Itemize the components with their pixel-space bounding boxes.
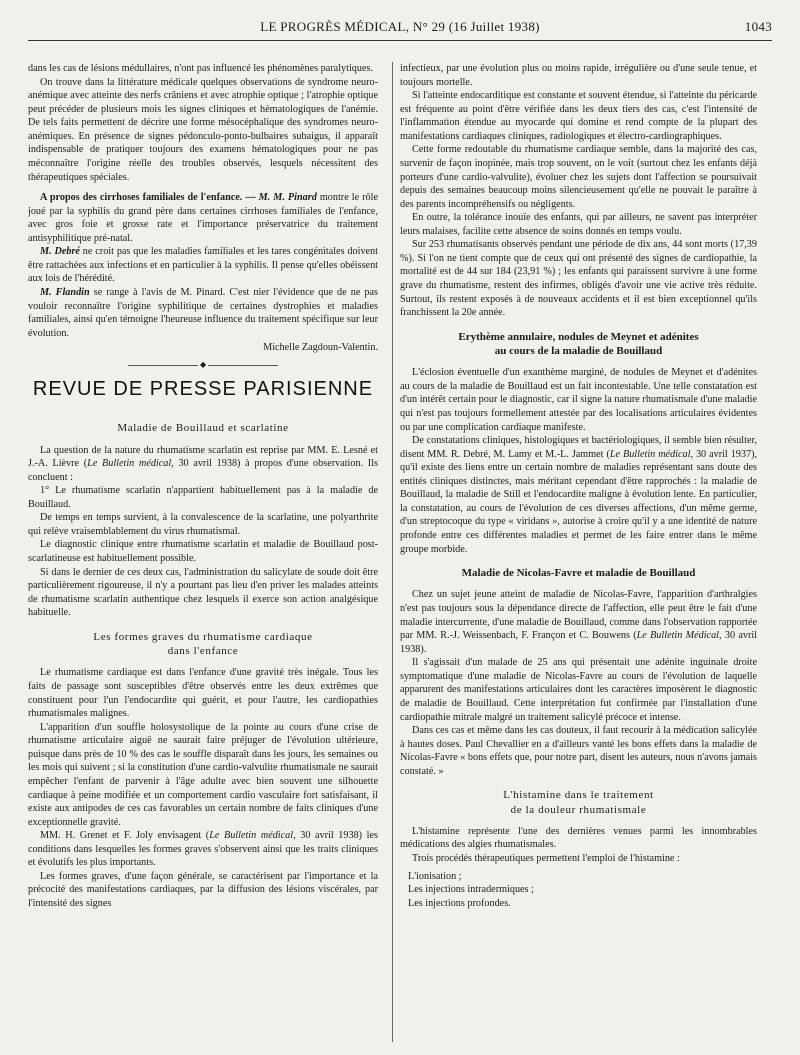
paragraph: Trois procédés thérapeutiques permettent l'emploi de l'histamine :	[412, 853, 680, 865]
paragraph: L'apparition d'un souffle holosystolique de la pointe au cours d'une crise de rhumatisme articulaire aiguë ne saurait faire préjuger de l'évolution ultérieure, puisque dans près de 10 % des cas le souffle disparaît dans les jours, les semaines ou les mois qui suivent ; si la constitution d'une cardio-valvulite rhumatismale ne saurait empêcher l'enfant de parvenir à l'âge adulte avec bien souvent une silhouette cardiaque à peine modifiée et un comportement cardio vasculaire fort satisfaisant, il existe aux antipodes de ces cas favorables un certain nombre de faits cliniques d'une exceptionnelle gravité.	[28, 721, 378, 828]
paragraph: Si l'atteinte endocarditique est constante et souvent étendue, si l'atteinte du péricarde est fréquente au point d'être vérifiée dans les deux tiers des cas, c'est l'intensité de l'inflammation étendue au myocarde qui domine et rend compte de la plupart des manifestations cardiaques cliniques, radiologiques et électro-cardiographiques.	[400, 90, 757, 142]
title-line: de la douleur rhumatismale	[510, 803, 647, 816]
ornament-separator	[128, 365, 278, 366]
paragraph	[28, 829, 378, 870]
journal-reference: Le Bulletin médical	[87, 458, 172, 470]
text: Chez un sujet jeune atteint de maladie de Nicolas-Favre, l'apparition d'arthralgies n'est pas toujours sous la dépendance directe de l'affection, elle peut être le fait d'une maladie intercurrente, d'une maladie de Bouillaud, comme dans l'observation rapportée par MM. R.-J. Weissenbach, F. Françon et C. Bouwens (	[400, 589, 757, 642]
article-title	[400, 330, 757, 359]
paragraph: Le diagnostic clinique entre rhumatisme scarlatin et maladie de Bouillaud post-scarlatineuse est habituellement possible.	[28, 539, 378, 565]
page-number: 1043	[744, 19, 772, 34]
journal-title: LE PROGRÈS MÉDICAL, N° 29 (16 Juillet 1938)	[260, 19, 540, 34]
list-item: Les injections intradermiques ;	[408, 884, 534, 896]
text: , 30 avril 1938) les conditions dans lesquelles les formes graves s'observent ainsi que les traits cliniques et évolutifs les plus importants.	[28, 830, 378, 869]
title-line: Erythème annulaire, nodules de Meynet et adénites	[458, 330, 699, 343]
article-title	[400, 788, 757, 817]
text: , 30 avril 1938).	[400, 630, 757, 655]
paragraph: Cette forme redoutable du rhumatisme cardiaque semble, dans la majorité des cas, survenir de façon inopinée, mais trop souvent, on le voit (surtout chez les enfants déjà porteurs d'une cardio-valvulite), évoluer chez les sujets dont l'affection se poursuivait depuis des semaines beaucoup moins silencieusement qu'elle ne pouvait le paraître à des parents incompréhensifs ou négligents.	[400, 144, 757, 210]
paragraph: L'histamine représente l'une des dernières venues parmi les innombrables médications des algies rhumatismales.	[400, 825, 757, 851]
paragraph: Les formes graves, d'une façon générale, se caractérisent par l'importance et la précocité des manifestations cardiaques, par la diffusion des lésions viscérales, par l'intensité des signes	[28, 870, 378, 910]
paragraph: Si dans le dernier de ces deux cas, l'administration du salicylate de soude doit être particulièrement rigoureuse, il n'y a pourtant pas lieu d'en priver les malades atteints de rhumatisme scarlatin authentique chez lesquels il exerce son action analgésique habituelle.	[28, 566, 378, 619]
text: MM. H. Grenet et F. Joly envisagent (	[40, 830, 210, 842]
paragraph	[28, 444, 378, 485]
journal-reference: Le Bulletin Médical	[636, 630, 720, 642]
title-line: Les formes graves du rhumatisme cardiaque	[93, 630, 313, 643]
paragraph: En outre, la tolérance inouïe des enfants, qui par ailleurs, ne savent pas interpréter leurs malaises, facilite cette absence de soins donnés en temps voulu.	[400, 212, 757, 237]
cirrhoses-paragraph-1	[28, 191, 378, 245]
journal-reference: Le Bulletin médical	[209, 830, 294, 842]
text: De constatations cliniques, histologiques et bactériologiques, il semble bien résulter, disent MM. R. Debré, M. Lamy et M.-L. Jammet (	[400, 435, 757, 460]
text: , 30 avril 1938) à propos d'une observation. Ils concluent :	[28, 458, 378, 483]
paragraph: De temps en temps survient, à la convalescence de la scarlatine, une polyarthrite qui relève vraisemblablement du virus rhumatismal.	[28, 512, 378, 537]
cirrhoses-paragraph-2	[28, 245, 378, 286]
procedure-list	[400, 870, 757, 911]
cirrhoses-heading: A propos des cirrhoses familiales de l'enfance. —	[40, 192, 256, 204]
article-title: Maladie de Bouillaud et scarlatine	[117, 422, 289, 435]
title-line: L'histamine dans le traitement	[503, 789, 654, 802]
text: ne croit pas que les maladies familiales et les tares congénitales doivent être rattachées aux infections et en particulier à la syphilis. Il pense qu'elles obéissent aux lois de l'hérédité.	[28, 246, 378, 285]
author-name: M. Debré	[40, 246, 80, 258]
paragraph: dans les cas de lésions médullaires, n'ont pas influencé les phénomènes paralytiques.	[28, 63, 374, 74]
text: La question de la nature du rhumatisme scarlatin est reprise par MM. E. Lesné et J.-A. Lièvre (	[28, 444, 378, 470]
paragraph: L'éclosion éventuelle d'un exanthème marginé, de nodules de Meynet et d'adénites au cours de la maladie de Bouillaud est un fait incontestable. Une telle constatation est d'un intérêt certain pour le diagnostic, car il signe la nature rhumatismale d'une maladie qui n'est pas toujours formellement attestée par des localisations articulaires évidentes ou par une complication cardiaque manifeste.	[400, 367, 757, 433]
paragraph	[400, 588, 757, 656]
left-column	[28, 62, 378, 1047]
title-line: au cours de la maladie de Bouillaud	[494, 344, 663, 357]
journal-reference: Le Bulletin médical	[609, 448, 691, 460]
paragraph	[400, 434, 757, 556]
author-name: M. M. Pinard	[258, 192, 317, 204]
paragraph: Dans ces cas et même dans les cas douteux, il faut recourir à la médication salicylée à hautes doses. Paul Chevallier en a d'ailleurs vanté les bons effets dans la maladie de Nicolas-Favre « bons effets que, pour notre part, disent les auteurs, nous n'avons jamais constaté. »	[400, 725, 757, 777]
text: montre le rôle joué par la syphilis du grand père dans certaines cirrhoses familiales de l'enfance, avec gros foie et grosse rate et l'importance préservatrice du traitement antisyphilitique pré-natal.	[28, 192, 378, 244]
list-item: Les injections profondes.	[408, 898, 511, 910]
right-column	[400, 62, 757, 1047]
text: , 30 avril 1937), qu'il existe des liens entre un certain nombre de maladies représentant sans doute des entités cliniques distinctes, mais méritant cependant d'être rapprochés : la maladie de Bouillaud, la maladie de Still et l'endocardite maligne à évolution lente. En particulier, la constatation, au cours de l'évolution de ces diverses affections, d'un même germe, d'un streptocoque du type « viridans », autorise à croire qu'il y a une identité de nature profonde entre ces différentes maladies et permet de les faire entrer dans le même groupe morbide.	[400, 448, 757, 555]
header-rule	[28, 40, 772, 41]
paragraph: Le rhumatisme cardiaque est dans l'enfance d'une gravité très inégale. Tous les faits de passage sont susceptibles d'être observés entre les deux extrêmes que constituent pour l'un l'endocardite qui guérit, et pour l'autre, les cardiopathies rhumatismales malignes.	[28, 667, 378, 720]
paragraph: infectieux, par une évolution plus ou moins rapide, irrégulière ou d'une seule tenue, et toujours mortelle.	[400, 63, 757, 88]
cirrhoses-paragraph-3	[28, 286, 378, 340]
section-title: REVUE DE PRESSE PARISIENNE	[32, 378, 374, 401]
paragraph: Sur 253 rhumatisants observés pendant une période de dix ans, 44 sont morts (17,39 %). Si l'on ne tient compte que de ceux qui ont présenté des signes de cardiopathie, la mortalité est de 44 sur 184 (23,91 %) ; les enfants qui paraissent survivre à une forme grave du rhumatisme, restent des infirmes, obligés d'avoir une vie active très réduite. Surtout, ils restent exposés à de nouveaux accidents et il est bien exceptionnel qu'ils franchissent la 20e année.	[400, 239, 757, 319]
paragraph: Il s'agissait d'un malade de 25 ans qui présentait une adénite inguinale droite symptomatique d'une maladie de Nicolas-Favre au cours de l'évolution de laquelle apparurent des manifestations articulaires dont les caractères imposèrent le diagnostic de maladie de Bouillaud. Cette interprétation fut confirmée par l'installation d'une cardiopathie mitrale malgré un traitement salicylé précoce et intense.	[400, 657, 757, 723]
paragraph: 1° Le rhumatisme scarlatin n'appartient habituellement pas à la maladie de Bouillaud.	[28, 485, 378, 510]
title-line: dans l'enfance	[167, 645, 239, 658]
text: se range à l'avis de M. Pinard. C'est nier l'évidence que de ne pas vouloir reconnaître l'origine syphilitique de certaines dystrophies et maladies familiales, ainsi qu'en témoigne l'heureuse influence du traitement spécifique sur leur évolution.	[28, 287, 378, 339]
column-divider	[392, 62, 393, 1042]
list-item: L'ionisation ;	[408, 870, 462, 882]
article-title	[28, 630, 378, 659]
article-title: Maladie de Nicolas-Favre et maladie de Bouillaud	[461, 567, 696, 580]
running-header	[28, 13, 772, 35]
author-name: M. Flandin	[40, 287, 90, 298]
paragraph: On trouve dans la littérature médicale quelques observations de syndrome neuro-anémique avec atteinte des nerfs crâniens et avec atrophie optique ; l'atrophie optique peut précéder de plusieurs mois les signes cliniques et hématologiques de l'anémie. De tels faits permettent de décrire une forme mésocéphalique des syndromes neuro-anémiques. En présence de signes pédonculo-ponto-bulbaires subaigus, il apparaît indispensable de pratiquer toujours des examens hématologiques pour ne pas méconnaître l'origine réelle des troubles observés, lesquels nécessitent des thérapeutiques spéciales.	[28, 76, 378, 183]
signature: Michelle Zagdoun-Valentin.	[263, 342, 378, 354]
